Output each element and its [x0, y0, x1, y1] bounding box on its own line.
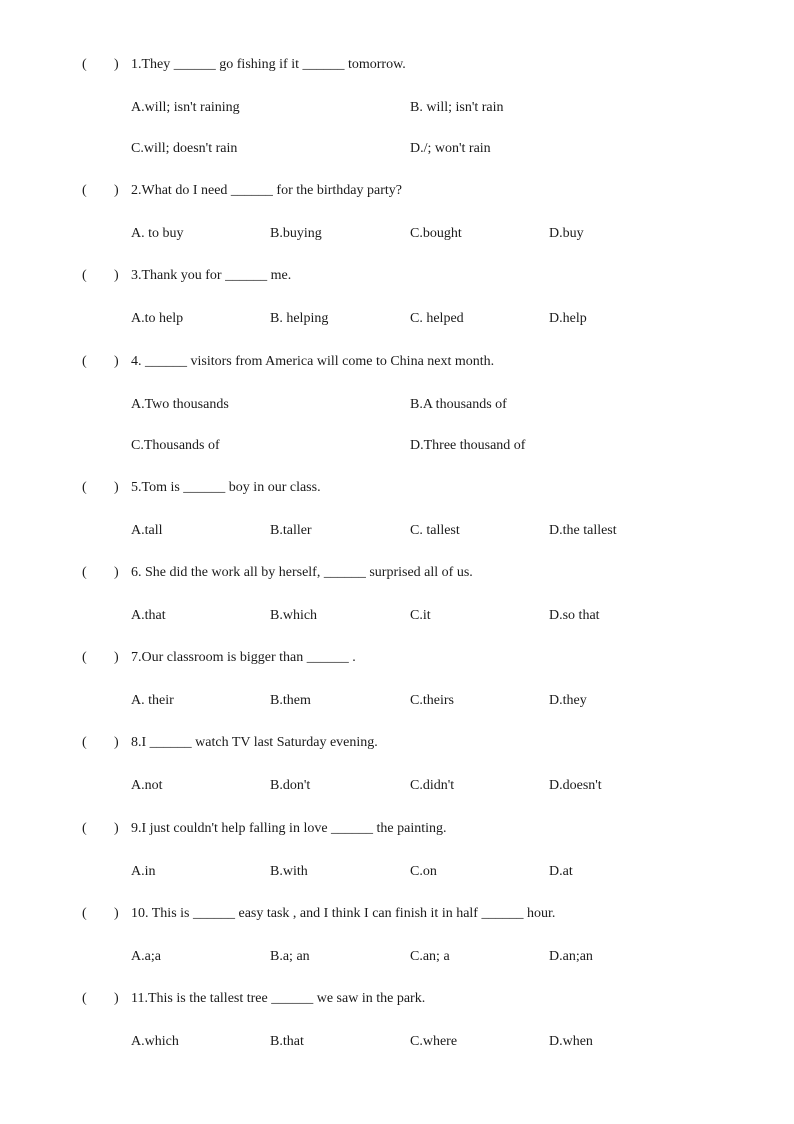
option-d: D.the tallest: [549, 523, 617, 538]
option-b: B.A thousands of: [410, 397, 507, 412]
option-c: C.Thousands of: [131, 438, 220, 453]
option-b: B.buying: [270, 226, 322, 241]
question-stem: 3.Thank you for ______ me.: [131, 268, 292, 283]
option-b: B.don't: [270, 778, 311, 793]
option-c: C. tallest: [410, 523, 460, 538]
question-stem: 4. ______ visitors from America will come to China next month.: [131, 354, 495, 369]
option-d: D.at: [549, 864, 573, 879]
option-b: B.them: [270, 693, 311, 708]
option-d: D.they: [549, 693, 587, 708]
option-a: A.which: [131, 1034, 179, 1049]
question-stem: 1.They ______ go fishing if it ______ tomorrow.: [131, 57, 406, 72]
question-stem: 7.Our classroom is bigger than ______ .: [131, 650, 356, 665]
option-d: D.doesn't: [549, 778, 602, 793]
question-stem: 11.This is the tallest tree ______ we saw in the park.: [131, 991, 426, 1006]
question-stem: 6. She did the work all by herself, ______ surprised all of us.: [131, 565, 473, 580]
option-a: A.will; isn't raining: [131, 100, 240, 115]
worksheet-page: ( ) 1.They ______ go fishing if it ______ tomorrow. A.will; isn't raining B. will; isn't rain C.will; doesn't rain D./; won't rain ( ) 2.What do I need ______ for the birthday party? A. to buy B.buying C.bought D.buy ( ) 3.Thank you for ______ me. A.to help B. helping C. helped D.help ( ) 4. ______ visitors from America will come to China next month. A.Two thousands B.A thousands of C.Thousands of D.Three thousand of ( ) 5.Tom is ______ boy in our class. A.tall B.taller C. tallest D.the tallest ( ) 6. She did the work all by herself, ______ surprised all of us. A.that B.which C.it D.so that ( ) 7.Our classroom is bigger than ______ . A. their B.them C.theirs D.they ( ) 8.I ______ watch TV last Saturday evening. A.not B.don't C.didn't D.doesn't ( ) 9.I just couldn't help falling in love ______ the painting. A.in B.with C.on D.at ( ) 10. This is ______ easy task , and I think I can finish it in half ______ hour. A.a;a B.a; an C.an; a D.an;an ( ) 11.This is the tallest tree ______ we saw in the park. A.which B.that C.where D.when: [0, 0, 794, 1124]
question-stem: 2.What do I need ______ for the birthday party?: [131, 183, 402, 198]
option-a: A. their: [131, 693, 174, 708]
option-d: D.when: [549, 1034, 593, 1049]
option-b: B.which: [270, 608, 318, 623]
option-d: D.buy: [549, 226, 584, 241]
question-stem: 9.I just couldn't help falling in love ______ the painting.: [131, 821, 447, 836]
option-d: D.Three thousand of: [410, 438, 526, 453]
question-stem: 8.I ______ watch TV last Saturday evening.: [131, 735, 378, 750]
option-c: C.will; doesn't rain: [131, 141, 238, 156]
option-b: B. will; isn't rain: [410, 100, 504, 115]
option-d: D./; won't rain: [410, 141, 491, 156]
option-a: A.not: [131, 778, 163, 793]
option-c: C.on: [410, 864, 437, 879]
option-c: C.where: [410, 1034, 458, 1049]
option-a: A.tall: [131, 523, 163, 538]
option-c: C.didn't: [410, 778, 455, 793]
option-a: A. to buy: [131, 226, 184, 241]
option-d: D.so that: [549, 608, 600, 623]
option-a: A.in: [131, 864, 156, 879]
option-a: A.Two thousands: [131, 397, 229, 412]
option-a: A.that: [131, 608, 166, 623]
option-b: B. helping: [270, 311, 329, 326]
option-d: D.help: [549, 311, 587, 326]
option-b: B.that: [270, 1034, 304, 1049]
option-a: A.to help: [131, 311, 184, 326]
question-stem: 10. This is ______ easy task , and I think I can finish it in half ______ hour.: [131, 906, 556, 921]
option-c: C.bought: [410, 226, 462, 241]
option-b: B.with: [270, 864, 308, 879]
option-c: C. helped: [410, 311, 464, 326]
option-b: B.a; an: [270, 949, 310, 964]
option-a: A.a;a: [131, 949, 161, 964]
question-stem: 5.Tom is ______ boy in our class.: [131, 480, 321, 495]
option-b: B.taller: [270, 523, 312, 538]
option-d: D.an;an: [549, 949, 593, 964]
option-c: C.it: [410, 608, 431, 623]
option-c: C.theirs: [410, 693, 454, 708]
option-c: C.an; a: [410, 949, 450, 964]
